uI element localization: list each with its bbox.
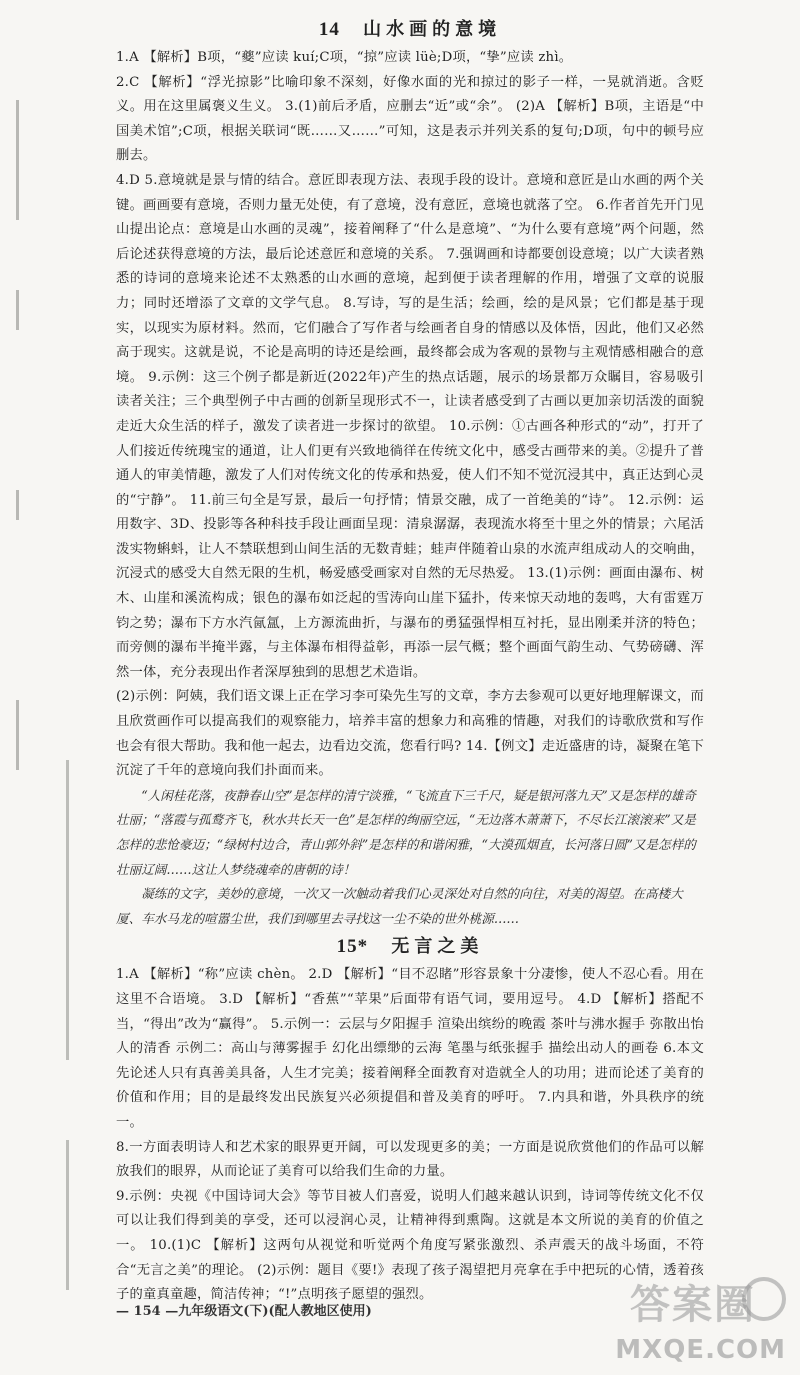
watermark-top-text: 答案圈 bbox=[630, 1282, 756, 1328]
watermark-bottom-text: MXQE.COM bbox=[615, 1335, 786, 1365]
section-14-number: 14 bbox=[318, 19, 340, 40]
sample-essay-para-2: 凝练的文字，美妙的意境，一次又一次触动着我们心灵深处对自然的向往，对美的渴望。在高楼大厦、车水马龙的喧嚣尘世，我们到哪里去寻找这一尘不染的世外桃源…… bbox=[116, 886, 683, 926]
section-14-heading bbox=[116, 14, 704, 46]
watermark-badge-icon bbox=[742, 1277, 786, 1321]
binding-margin bbox=[2, 60, 86, 1280]
section-15-number: 15* bbox=[336, 936, 369, 958]
section-14-answer-4: (2)示例：阿姨，我们语文课上正在学习李可染先生写的文章，李方去参观可以更好地理解课文，而且欣赏画作可以提高我们的观察能力，培养丰富的想象力和高雅的情趣，对我们的诗歌欣赏和写作也会有很大帮助。我和他一起去，边看边交流，您看行吗? 14.【例文】走近盛唐的诗，凝聚在笔下沉淀了千年的意境向我们扑面而来。 bbox=[116, 689, 704, 779]
section-14-answer-2: 2.C 【解析】“浮光掠影”比喻印象不深刻，好像水面的光和掠过的影子一样，一晃就消逝。含贬义。用在这里属褒义生义。 3.(1)前后矛盾，应删去“近”或“余”。 (2)A 【解析】B项，主语是“中国美术馆”;C项，根据关联词“既……又……”可知，这是表示并列关系的复句;D项，句中的顿号应删去。 bbox=[116, 74, 704, 164]
section-15-answer-1: 1.A 【解析】“称”应读 chèn。 2.D 【解析】“目不忍睹”形容景象十分凄惨，使人不忍心看。用在这里不合语境。 3.D 【解析】“香蕉”“苹果”后面带有语气词，要用逗号。 4.D 【解析】搭配不当，“得出”改为“赢得”。 5.示例一：云层与夕阳握手 渲染出缤纷的晚霞 茶叶与沸水握手 弥散出怡人的清香 示例二：高山与薄雾握手 幻化出缥缈的云海 笔墨与纸张握手 描绘出动人的画卷 6.本文先论述人只有真善美具备，人生才完美；接着阐释全面教育对造就全人的功用；进而论述了美育的价值和作用；目的是最终发出民族复兴必须提倡和普及美育的呼吁。 7.内具和谐，外具秩序的统一。 bbox=[116, 967, 704, 1130]
section-15-answer-2: 8.一方面表明诗人和艺术家的眼界更开阔，可以发现更多的美；一方面是说欣赏他们的作品可以解放我们的眼界，从而论证了美育可以给我们生命的力量。 bbox=[116, 1139, 704, 1180]
section-15-heading bbox=[116, 931, 704, 963]
section-14-title: 山水画的意境 bbox=[363, 19, 502, 40]
watermark-logo bbox=[586, 1267, 796, 1371]
page-footer: — 154 —九年级语文(下)(配人教地区使用) bbox=[116, 1304, 372, 1319]
section-15-title: 无言之美 bbox=[391, 936, 484, 958]
section-14-answer-1: 1.A 【解析】B项，“夔”应读 kuí;C项，“掠”应读 lüè;D项，“挚”应读 zhì。 bbox=[116, 50, 573, 65]
section-14-answer-3: 4.D 5.意境就是景与情的结合。意匠即表现方法、表现手段的设计。意境和意匠是山水画的两个关键。画画要有意境，否则力量无处使，有了意境，没有意匠，意境也就落了空。 6.作者首先开门见山提出论点：意境是山水画的灵魂”，接着阐释了“什么是意境”、“为什么要有意境”两个问题，然后论述获得意境的方法，最后论述意匠和意境的关系。 7.强调画和诗都要创设意境；以广大读者熟悉的诗词的意境来论述不太熟悉的山水画的意境，起到便于读者理解的作用，增强了文章的说服力；同时还增添了文章的文学气息。 8.写诗，写的是生活；绘画，绘的是风景；它们都是基于现实，以现实为原材料。然而，它们融合了写作者与绘画者自身的情感以及体悟，因此，他们又必然高于现实。这就是说，不论是高明的诗还是绘画，最终都会成为客观的景物与主观情感相融合的意境。 9.示例：这三个例子都是新近(2022年)产生的热点话题，展示的场景都万众瞩目，容易吸引读者关注；三个典型例子中古画的创新呈现形式不一，让读者感受到了古画以更加亲切活泼的面貌走近大众生活的样子，激发了读者进一步探讨的欲望。 10.示例：①古画各种形式的“动”，打开了人们接近传统瑰宝的通道，让人们更有兴致地徜徉在传统文化中，感受古画带来的美。②提升了普通人的审美情趣，激发了人们对传统文化的传承和热爱，使人们不知不觉沉浸其中，真正达到心灵的“宁静”。 11.前三句全是写景，最后一句抒情；情景交融，成了一首绝美的“诗”。 12.示例：运用数字、3D、投影等各种科技手段让画面呈现：清泉潺潺，表现流水将至十里之外的情景；六尾活泼实物蝌蚪，让人不禁联想到山间生活的无数青蛙；蛙声伴随着山泉的水流声组成动人的交响曲，沉浸式的感受大自然无限的生机，畅爱感受画家对自然的无尽热爱。 13.(1)示例：画面由瀑布、树木、山崖和溪流构成；银色的瀑布如泛起的雪涛向山崖下猛扑，传来惊天动地的轰鸣，大有雷霆万钧之势；瀑布下方水汽氤氲，上方源流曲折，与瀑布的勇猛强悍相互衬托，显出刚柔并济的特色；而旁侧的瀑布半掩半露，与主体瀑布相得益彰，再添一层气概；整个画面气韵生动、气势磅礴、浑然一体，充分表现出作者深厚独到的思想艺术造诣。 bbox=[116, 172, 704, 680]
answer-content bbox=[116, 14, 704, 1308]
sample-essay-para-1: “人闲桂花落，夜静春山空”是怎样的清宁淡雅，“飞流直下三千尺，疑是银河落九天”又是怎样的雄奇壮丽；“落霞与孤鹜齐飞，秋水共长天一色”是怎样的绚丽空远，“无边落木萧萧下，不尽长江滚滚来”又是怎样的悲怆豪迈；“绿树村边合，青山郭外斜”是怎样的和谐闲雅，“大漠孤烟直，长河落日圆”又是怎样的壮丽辽阔……这让人梦绕魂牵的唐朝的诗！ bbox=[116, 787, 696, 877]
section-15-answer-3: 9.示例：央视《中国诗词大会》等节目被人们喜爱，说明人们越来越认识到，诗词等传统文化不仅可以让我们得到美的享受，还可以浸润心灵，让精神得到熏陶。这就是本文所说的美育的价值之一。 10.(1)C 【解析】这两句从视觉和听觉两个角度写紧张激烈、杀声震天的战斗场面，不符合“无言之美”的理论。 (2)示例：题目《要!》表现了孩子渴望把月亮拿在手中把玩的心情，透着孩子的童真童趣，简洁传神；“!”点明孩子愿望的强烈。 bbox=[116, 1188, 704, 1303]
